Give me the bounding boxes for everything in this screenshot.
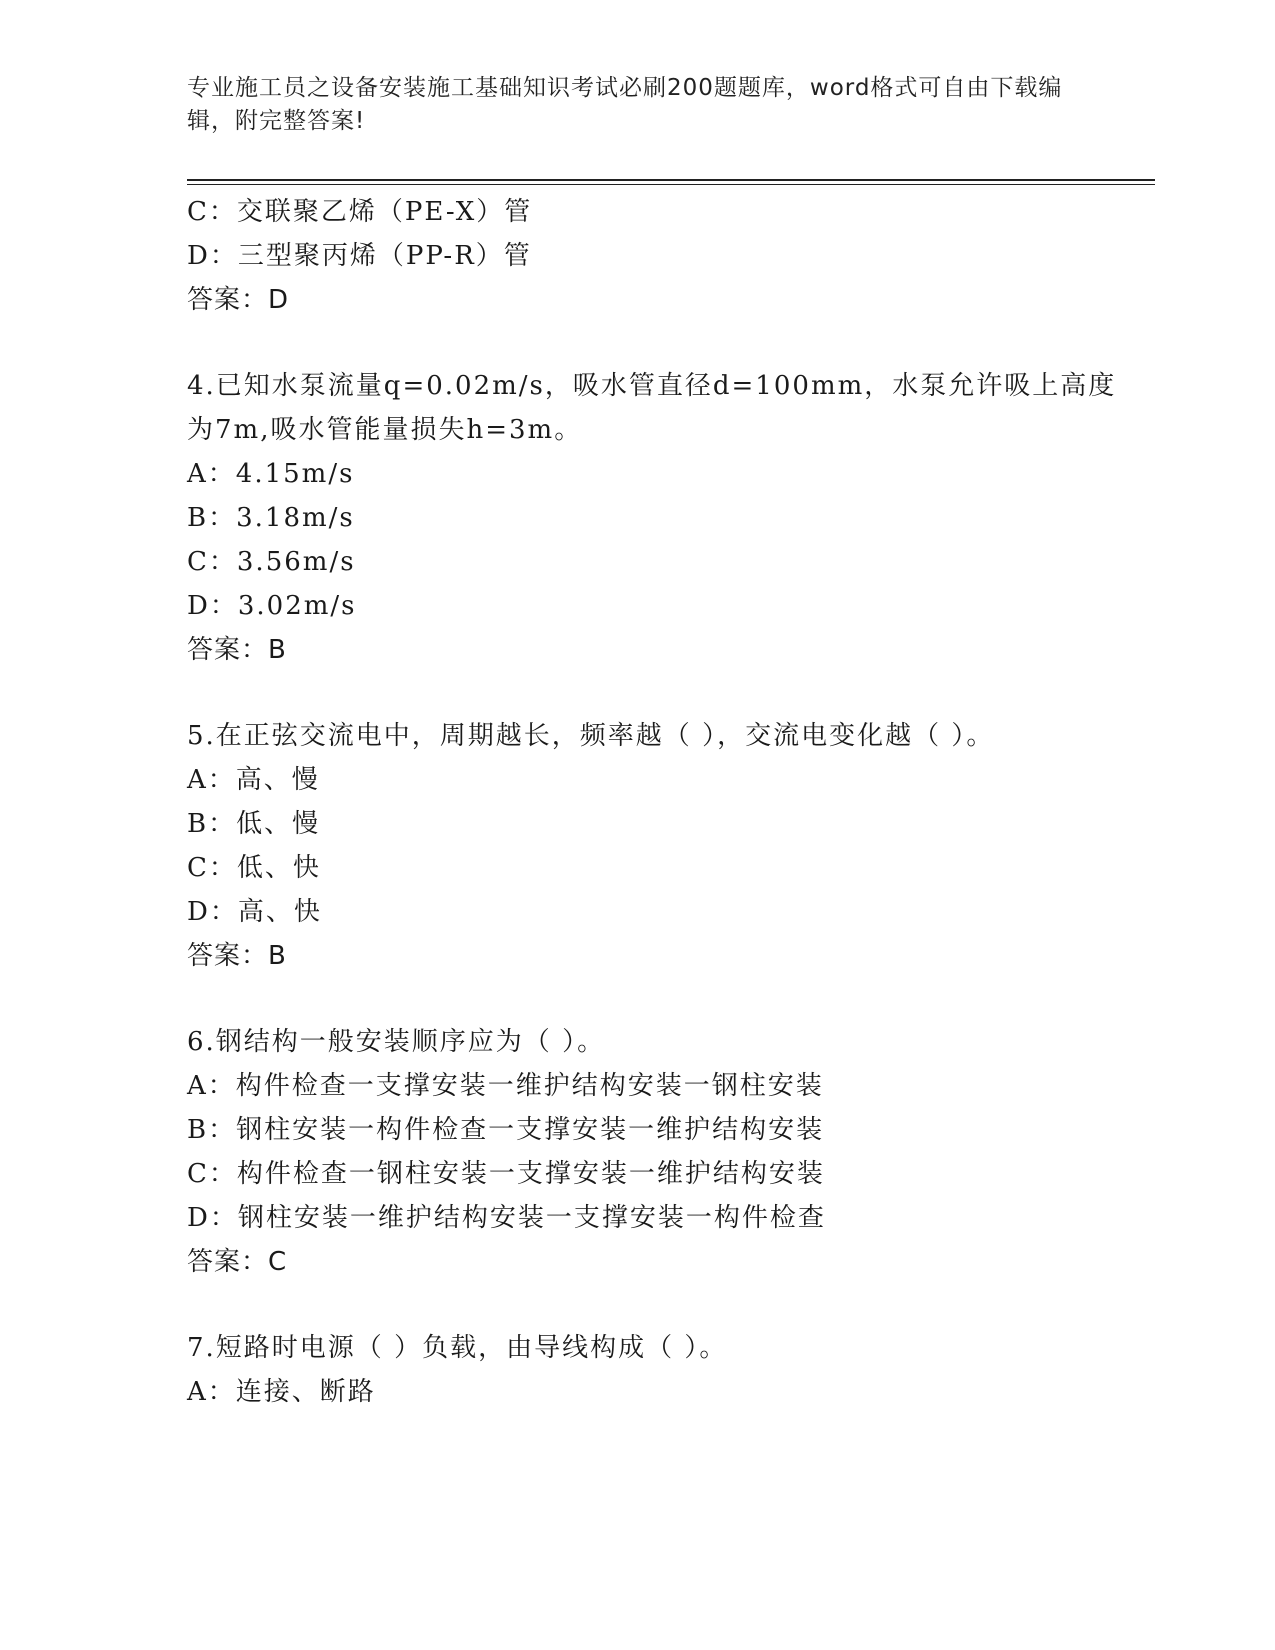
q4-answer: 答案：B — [187, 635, 287, 665]
q5-option-d: D：高、快 — [187, 897, 322, 927]
q5-answer: 答案：B — [187, 941, 287, 971]
header-divider-thin — [187, 184, 1155, 185]
q5-option-b: B：低、慢 — [187, 809, 321, 839]
q3-answer: 答案：D — [187, 285, 290, 315]
q4-option-c: C：3.56m/s — [187, 547, 356, 577]
header-divider-thick — [187, 179, 1155, 181]
q6-stem: 6.钢结构一般安装顺序应为（ ）。 — [187, 1027, 606, 1057]
q4-option-a: A：4.15m/s — [187, 459, 355, 489]
q5-option-c: C：低、快 — [187, 853, 321, 883]
q6-option-d: D：钢柱安装一维护结构安装一支撑安装一构件检查 — [187, 1203, 826, 1233]
q4-stem-line1: 4.已知水泵流量q=0.02m/s，吸水管直径d=100mm，水泵允许吸上高度 — [187, 371, 1117, 401]
q7-option-a: A：连接、断路 — [187, 1377, 376, 1407]
q6-answer: 答案：C — [187, 1247, 288, 1277]
q4-stem-line2: 为7m,吸水管能量损失h=3m。 — [187, 415, 583, 445]
q3-option-d: D：三型聚丙烯（PP-R）管 — [187, 241, 532, 271]
q5-stem: 5.在正弦交流电中，周期越长，频率越（ ），交流电变化越（ ）。 — [187, 721, 995, 751]
q4-option-b: B：3.18m/s — [187, 503, 355, 533]
q6-option-c: C：构件检查一钢柱安装一支撑安装一维护结构安装 — [187, 1159, 825, 1189]
q4-option-d: D：3.02m/s — [187, 591, 357, 621]
q6-option-b: B：钢柱安装一构件检查一支撑安装一维护结构安装 — [187, 1115, 825, 1145]
document-header-title: 专业施工员之设备安装施工基础知识考试必刷200题题库，word格式可自由下载编辑，附完整答案! — [187, 75, 1063, 134]
q6-option-a: A：构件检查一支撑安装一维护结构安装一钢柱安装 — [187, 1071, 824, 1101]
q5-option-a: A：高、慢 — [187, 765, 320, 795]
q7-stem: 7.短路时电源（ ）负载，由导线构成（ ）。 — [187, 1333, 728, 1363]
q3-option-c: C：交联聚乙烯（PE-X）管 — [187, 197, 533, 227]
